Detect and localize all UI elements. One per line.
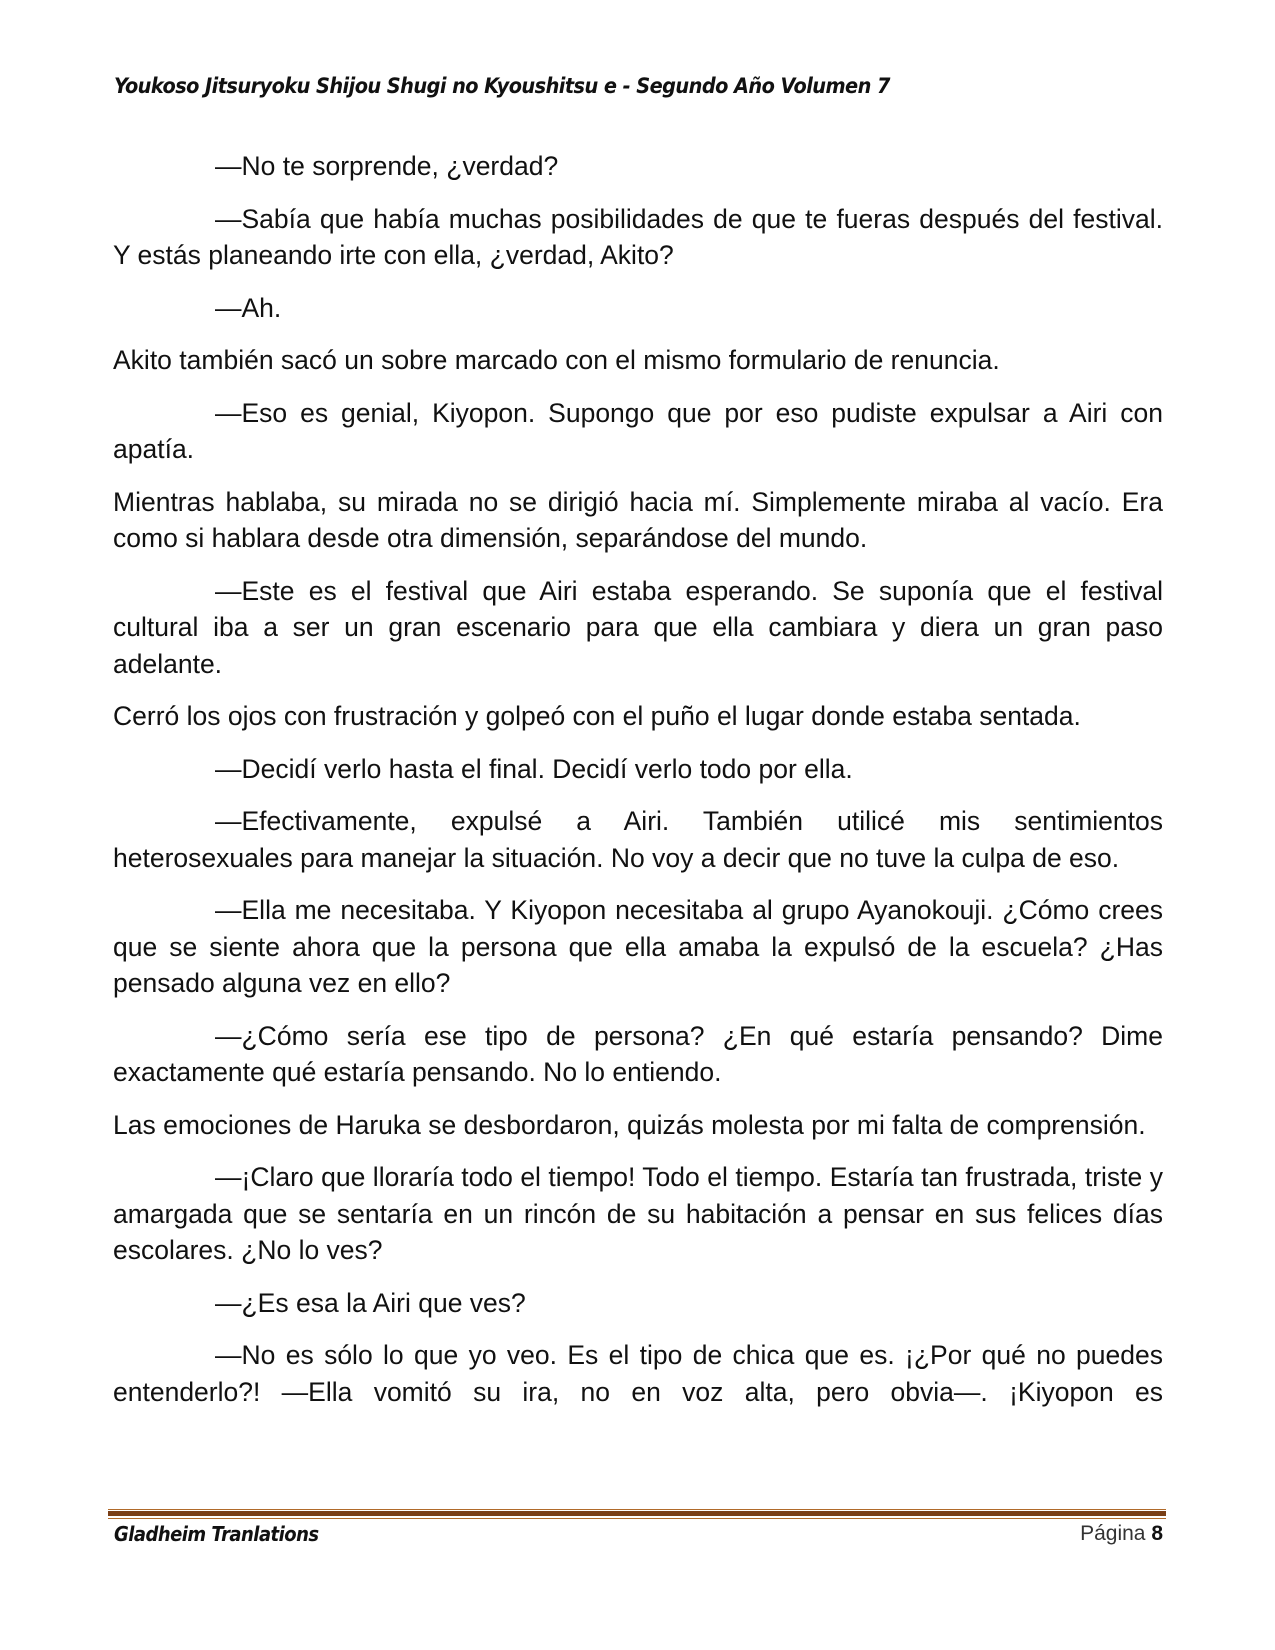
paragraph: —¡Claro que lloraría todo el tiempo! Todo el tiempo. Estaría tan frustrada, triste y amargada que se sentaría en un rincón de su habitación a pensar en sus felices días escolares. ¿No lo ves?: [113, 1162, 1163, 1265]
paragraph: —¿Es esa la Airi que ves?: [215, 1287, 526, 1318]
paragraph: —Sabía que había muchas posibilidades de que te fueras después del festival. Y estás planeando irte con ella, ¿verdad, Akito?: [113, 203, 1163, 270]
paragraph: —¿Cómo sería ese tipo de persona? ¿En qué estaría pensando? Dime exactamente qué estaría pensando. No lo entiendo.: [113, 1020, 1163, 1087]
paragraph: Mientras hablaba, su mirada no se dirigió hacia mí. Simplemente miraba al vacío. Era como si hablara desde otra dimensión, separándose del mundo.: [113, 486, 1163, 553]
paragraph: Akito también sacó un sobre marcado con el mismo formulario de renuncia.: [113, 345, 1000, 375]
paragraph: —Ella me necesitaba. Y Kiyopon necesitaba al grupo Ayanokouji. ¿Cómo crees que se siente ahora que la persona que ella amaba la expulsó de la escuela? ¿Has pensado alguna vez en ello?: [113, 895, 1163, 998]
paragraph: Cerró los ojos con frustración y golpeó con el puño el lugar donde estaba sentada.: [113, 701, 1081, 731]
paragraph: —Efectivamente, expulsé a Airi. También utilicé mis sentimientos heterosexuales para manejar la situación. No voy a decir que no tuve la culpa de eso.: [113, 806, 1163, 873]
paragraph: —No es sólo lo que yo veo. Es el tipo de chica que es. ¡¿Por qué no puedes entenderlo?! —Ella vomitó su ira, no en voz alta, pero obvia—. ¡Kiyopon es: [113, 1340, 1163, 1407]
paragraph: —No te sorprende, ¿verdad?: [215, 151, 559, 181]
paragraph: Las emociones de Haruka se desbordaron, quizás molesta por mi falta de comprensión.: [113, 1109, 1146, 1140]
running-header: Youkoso Jitsuryoku Shijou Shugi no Kyoushitsu e - Segundo Año Volumen 7: [114, 74, 890, 98]
footer-publisher: Gladheim Tranlations: [114, 1522, 319, 1546]
page-body: [113, 148, 1163, 1426]
paragraph: —Este es el festival que Airi estaba esperando. Se suponía que el festival cultural iba a ser un gran escenario para que ella cambiara y diera un gran paso adelante.: [113, 575, 1163, 679]
page-number: [1080, 1522, 1163, 1546]
paragraph: —Decidí verlo hasta el final. Decidí verlo todo por ella.: [215, 753, 853, 784]
page-number-value: 8: [1151, 1522, 1163, 1545]
page-label: Página: [1080, 1522, 1146, 1545]
footer-divider: [108, 1509, 1166, 1519]
paragraph: —Ah.: [215, 292, 282, 323]
paragraph: —Eso es genial, Kiyopon. Supongo que por eso pudiste expulsar a Airi con apatía.: [113, 397, 1163, 464]
